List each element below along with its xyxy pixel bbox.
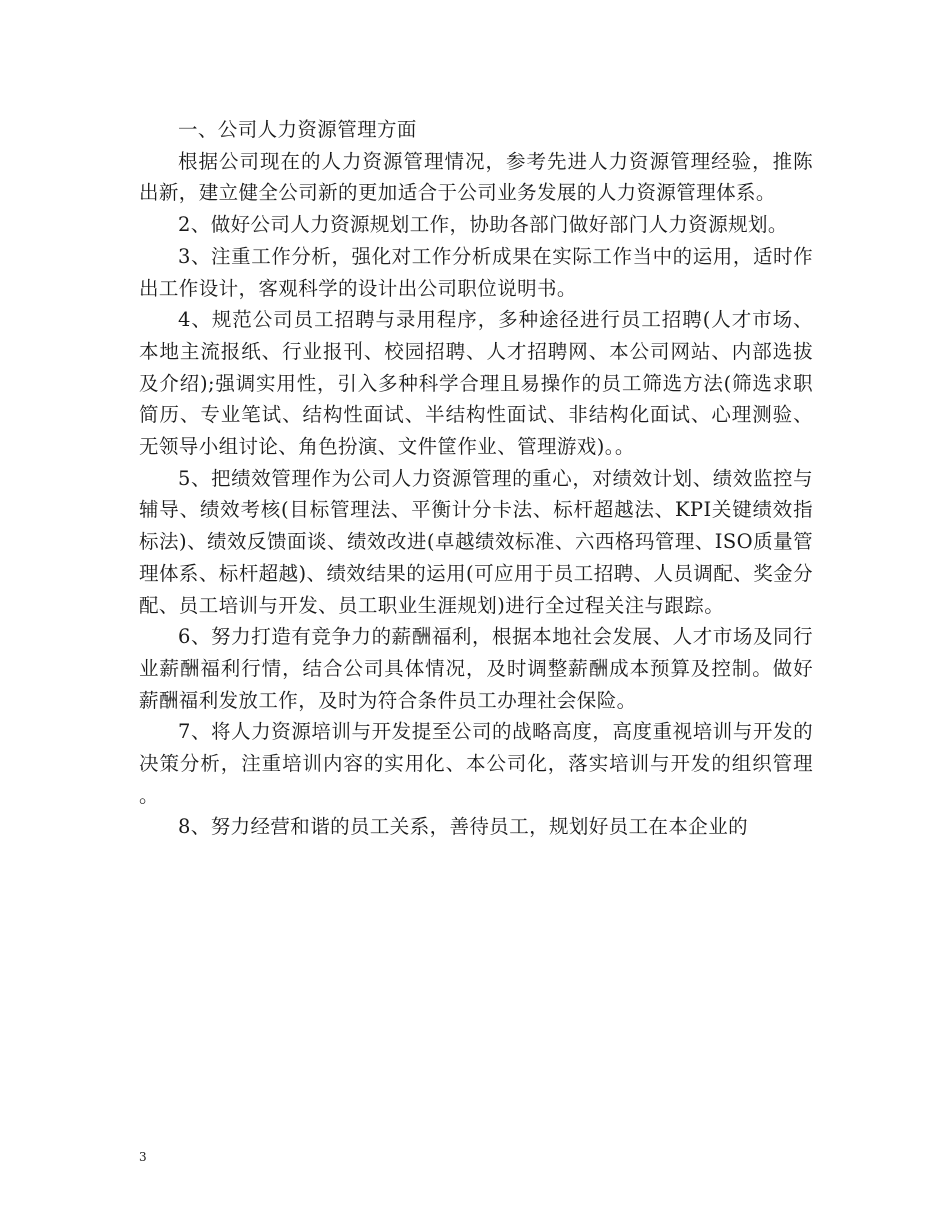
paragraph-item-8: 8、努力经营和谐的员工关系，善待员工，规划好员工在本企业的 <box>178 815 749 839</box>
paragraph-item-2: 2、做好公司人力资源规划工作，协助各部门做好部门人力资源规划。 <box>178 213 788 237</box>
paragraph-item-7: 7、将人力资源培训与开发提至公司的战略高度，高度重视培训与开发的决策分析，注重培训内容的实用化、本公司化，落实培训与开发的组织管理。 <box>139 720 813 807</box>
document-body <box>139 114 813 843</box>
page-number: 3 <box>139 1150 147 1164</box>
section-heading: 一、公司人力资源管理方面 <box>178 118 417 141</box>
paragraph-item-5: 5、把绩效管理作为公司人力资源管理的重心，对绩效计划、绩效监控与辅导、绩效考核(目标管理法、平衡计分卡法、标杆超越法、KPI关键绩效指标法)、绩效反馈面谈、绩效改进(卓越绩效标准、六西格玛管理、ISO质量管理体系、标杆超越)、绩效结果的运用(可应用于员工招聘、人员调配、奖金分配、员工培训与开发、员工职业生涯规划)进行全过程关注与跟踪。 <box>139 466 813 617</box>
paragraph-item-3: 3、注重工作分析，强化对工作分析成果在实际工作当中的运用，适时作出工作设计，客观科学的设计出公司职位说明书。 <box>139 244 813 300</box>
paragraph-item-6: 6、努力打造有竞争力的薪酬福利，根据本地社会发展、人才市场及同行业薪酬福利行情，结合公司具体情况，及时调整薪酬成本预算及控制。做好薪酬福利发放工作，及时为符合条件员工办理社会保险。 <box>139 625 813 712</box>
paragraph-intro: 根据公司现在的人力资源管理情况，参考先进人力资源管理经验，推陈出新，建立健全公司新的更加适合于公司业务发展的人力资源管理体系。 <box>139 149 813 205</box>
paragraph-item-4: 4、规范公司员工招聘与录用程序，多种途径进行员工招聘(人才市场、本地主流报纸、行业报刊、校园招聘、人才招聘网、本公司网站、内部选拔及介绍);强调实用性，引入多种科学合理且易操作的员工筛选方法(筛选求职简历、专业笔试、结构性面试、半结构性面试、非结构化面试、心理测验、无领导小组讨论、角色扮演、文件筐作业、管理游戏)。。 <box>139 308 813 459</box>
